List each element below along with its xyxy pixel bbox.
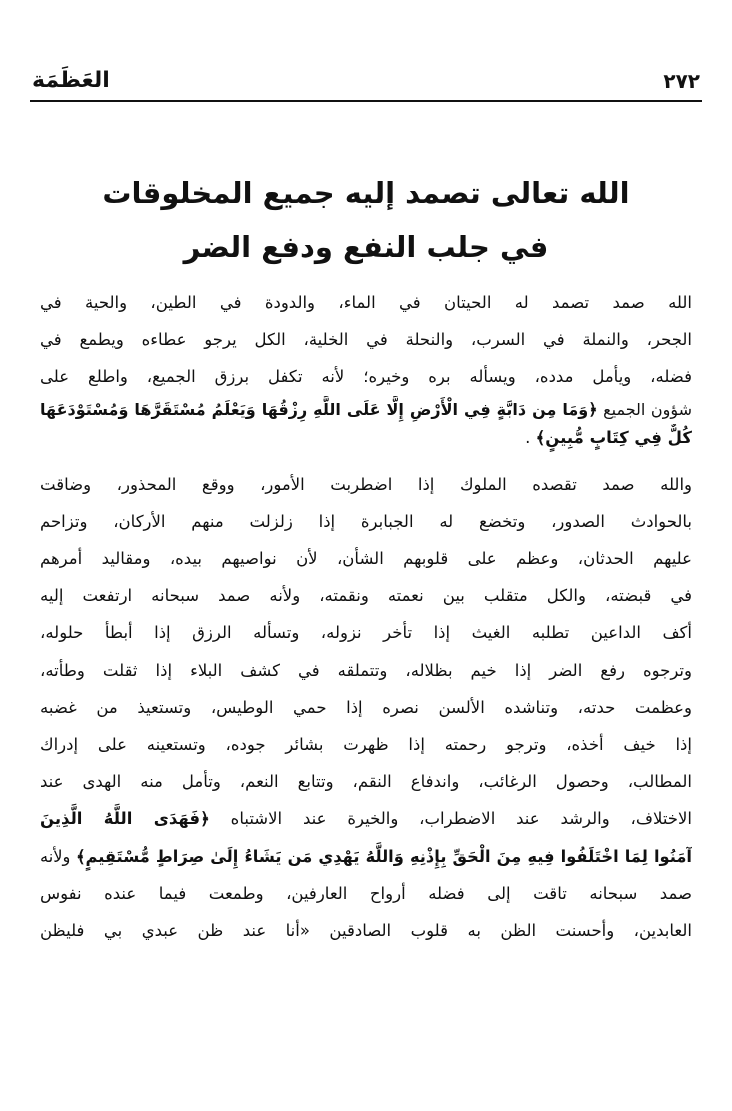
text-line: العابدين، وأحسنت الظن به قلوب الصادقين «أنا عند ظن عبدي بي فليظن <box>40 921 692 941</box>
paragraph-1 <box>40 284 692 452</box>
text-line: في قبضته، والكل متقلب بين نعمته ونقمته، ولأنه صمد سبحانه ارتفعت إليه <box>40 586 692 606</box>
paragraph-2 <box>40 466 692 950</box>
header-divider <box>30 100 702 102</box>
text-fragment: ولأنه <box>40 846 71 866</box>
text-line: والله صمد تقصده الملوك إذا اضطربت الأمور، ووقع المحذور، وضاقت <box>40 474 692 494</box>
text-line <box>40 800 692 837</box>
text-line <box>40 396 692 424</box>
chapter-title-line-2: في جلب النفع ودفع الضر <box>183 230 549 264</box>
text-line: فضله، ويأمل مدده، ويسأله بره وخيره؛ لأنه تكفل برزق الجميع، واطلع على <box>40 367 692 387</box>
text-line <box>40 838 692 875</box>
text-fragment: شؤون الجميع <box>603 399 692 419</box>
chapter-title-line-1: الله تعالى تصمد إليه جميع المخلوقات <box>102 176 630 210</box>
text-line: وعظمت حدته، وتناشده الألسن نصره إذا حمي الوطيس، وتستعيذ من غضبه <box>40 697 692 717</box>
text-line: بالحوادث الصدور، وتخضع له الجبابرة إذا زلزلت منهم الأركان، وتزاحم <box>40 511 692 531</box>
text-line: صمد سبحانه تاقت إلى فضله أرواح العارفين، وطمعت فيما عنده نفوس <box>40 883 692 903</box>
page-number: ٢٧٢ <box>663 69 700 93</box>
quran-verse: كُلٌّ فِي كِتَابٍ مُّبِينٍ﴾ <box>535 427 692 447</box>
running-title: العَظَمَة <box>32 68 110 93</box>
text-line: الجحر، والنملة في السرب، والنحلة في الخلية، الكل يرجو عطاءه ويطمع في <box>40 330 692 350</box>
quran-verse: ﴿وَمَا مِن دَابَّةٍ فِي الْأَرْضِ إِلَّا عَلَى اللَّهِ رِزْقُهَا وَيَعْلَمُ مُسْتَقَرَّهَا وَمُسْتَوْدَعَهَا <box>40 399 598 419</box>
chapter-title <box>40 166 692 274</box>
text-line: وترجوه رفع الضر إذا خيم بظلاله، وتتملقه في كشف البلاء إذا ثقلت وطأته، <box>40 660 692 680</box>
text-fragment: الاختلاف، والرشد عند الاضطراب، والخيرة عند الاشتباه <box>230 809 692 829</box>
body-text <box>40 284 692 949</box>
text-line: الله صمد تصمد له الحيتان في الماء، والدودة في الطين، والحية في <box>40 293 692 312</box>
text-fragment: . <box>525 427 531 447</box>
text-line: المطالب، وحصول الرغائب، واندفاع النقم، وتتابع النعم، وتأمل منه الهدى عند <box>40 772 692 792</box>
page-header <box>30 66 702 100</box>
text-line: إذا خيف أخذه، وترجو رحمته إذا ظهرت بشائر جوده، وتستعينه على إدراك <box>40 735 692 755</box>
text-line <box>40 424 692 452</box>
text-line: عليهم الحدثان، وعظم على قلوبهم الشأن، لأن نواصيهم بيده، ومقاليد أمرهم <box>40 549 692 569</box>
text-line: أكف الداعين تطلبه الغيث إذا تأخر نزوله، وتسأله الرزق إذا أبطأ حلوله، <box>40 623 692 643</box>
quran-verse: ﴿فَهَدَى اللَّهُ الَّذِينَ <box>40 809 210 829</box>
quran-verse: آمَنُوا لِمَا اخْتَلَفُوا فِيهِ مِنَ الْحَقِّ بِإِذْنِهِ وَاللَّهُ يَهْدِي مَن يَشَاءُ إِلَىٰ صِرَاطٍ مُّسْتَقِيمٍ﴾ <box>75 846 692 866</box>
